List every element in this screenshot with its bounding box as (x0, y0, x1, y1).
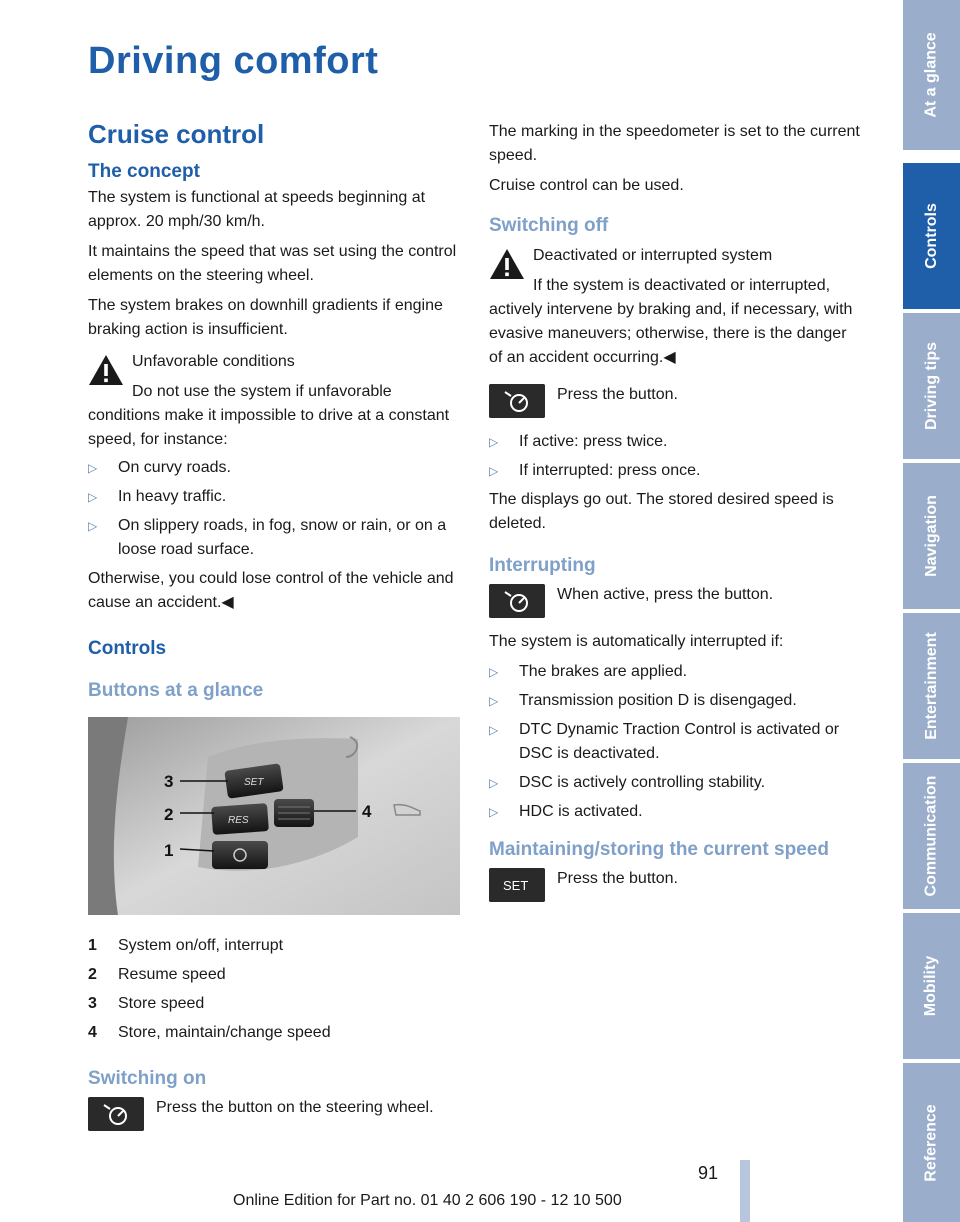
tab-mobility[interactable]: Mobility (903, 913, 960, 1059)
bullet-marker-icon: ▷ (88, 519, 98, 533)
paragraph: The system is automatically interrupted if: (489, 633, 784, 650)
paragraph: The system is functional at speeds beginning at approx. 20 mph/30 km/h. (88, 189, 426, 230)
photo-label-1: 1 (164, 841, 174, 860)
switch-on-text: Press the button on the steering wheel. (156, 1099, 434, 1116)
bullet-list (489, 430, 861, 483)
list-item: ▷ HDC is activated. (489, 800, 861, 824)
list-item: ▷ DTC Dynamic Traction Control is activated or DSC is deactivated. (489, 718, 861, 766)
tab-navigation[interactable]: Navigation (903, 463, 960, 609)
warning-block (88, 350, 460, 452)
svg-text:SET: SET (503, 878, 529, 893)
interrupt-text: When active, press the button. (557, 586, 774, 603)
tab-communication[interactable]: Communication (903, 763, 960, 909)
photo-label-2: 2 (164, 805, 174, 824)
list-item: ▷ The brakes are applied. (489, 660, 861, 684)
legend-item: 4 Store, maintain/change speed (88, 1024, 331, 1041)
switch-off-row (489, 384, 861, 422)
list-item: ▷ On slippery roads, in fog, snow or rain, or on a loose road surface. (88, 514, 460, 562)
warning-triangle-icon (88, 354, 124, 386)
list-item: ▷ If active: press twice. (489, 430, 861, 454)
legend-item: 1 System on/off, interrupt (88, 937, 284, 954)
bullet-marker-icon: ▷ (489, 464, 499, 478)
bullet-marker-icon: ▷ (489, 435, 499, 449)
bullet-marker-icon: ▷ (88, 490, 98, 504)
paragraph: It maintains the speed that was set using the control elements on the steering wheel. (88, 243, 457, 284)
bullet-marker-icon: ▷ (489, 694, 499, 708)
tab-entertainment[interactable]: Entertainment (903, 613, 960, 759)
bullet-marker-icon: ▷ (489, 776, 499, 790)
list-item: ▷ In heavy traffic. (88, 485, 460, 509)
heading-the-concept: The concept (88, 161, 200, 182)
cruise-control-button-icon (489, 584, 545, 618)
list-item: ▷ DSC is actively controlling stability. (489, 771, 861, 795)
paragraph: The marking in the speedometer is set to the current speed. (489, 123, 860, 164)
warning-title: Deactivated or interrupted system (533, 247, 773, 264)
photo-set-label: SET (244, 777, 264, 788)
tab-driving-tips[interactable]: Driving tips (903, 313, 960, 459)
list-item: ▷ On curvy roads. (88, 456, 460, 480)
steering-wheel-photo (88, 717, 460, 915)
paragraph: The displays go out. The stored desired speed is deleted. (489, 491, 834, 532)
page-number: 91 (698, 1163, 719, 1183)
heading-controls: Controls (88, 638, 167, 659)
bullet-marker-icon: ▷ (88, 461, 98, 475)
heading-switching-off: Switching off (489, 215, 609, 236)
photo-res-label: RES (228, 815, 249, 826)
warning-end: Otherwise, you could lose control of the vehicle and cause an accident.◀ (88, 570, 454, 611)
interrupt-row (489, 584, 861, 622)
switch-off-text: Press the button. (557, 386, 678, 403)
footer-edition: Online Edition for Part no. 01 40 2 606 190 - 12 10 500 (233, 1192, 622, 1209)
legend-item: 2 Resume speed (88, 966, 226, 983)
list-item: ▷ Transmission position D is disengaged. (489, 689, 861, 713)
list-item: ▷ If interrupted: press once. (489, 459, 861, 483)
warning-block (489, 244, 861, 370)
bullet-marker-icon: ▷ (489, 723, 499, 737)
page-number-bar (740, 1160, 750, 1222)
paragraph: The system brakes on downhill gradients if engine braking action is insufficient. (88, 297, 443, 338)
cruise-control-button-icon (88, 1097, 144, 1131)
legend-item: 3 Store speed (88, 995, 205, 1012)
right-column (489, 120, 861, 906)
bullet-marker-icon: ▷ (489, 665, 499, 679)
paragraph: Cruise control can be used. (489, 177, 684, 194)
tab-at-a-glance[interactable]: At a glance (903, 0, 960, 150)
page-title: Driving comfort (88, 40, 379, 82)
legend-list (88, 934, 460, 1045)
photo-label-3: 3 (164, 772, 174, 791)
warning-body: If the system is deactivated or interrupted, actively intervene by braking and, if necessary, with evasive maneuvers; otherwise, there is the danger of an accident occurring.◀ (489, 277, 853, 366)
heading-cruise-control: Cruise control (88, 119, 265, 149)
bullet-marker-icon: ▷ (489, 805, 499, 819)
tab-reference[interactable]: Reference (903, 1063, 960, 1222)
warning-title: Unfavorable conditions (132, 353, 295, 370)
cruise-control-button-icon (489, 384, 545, 418)
set-button-icon (489, 868, 545, 902)
heading-maintaining: Maintaining/storing the current speed (489, 839, 829, 860)
photo-label-4: 4 (362, 802, 372, 821)
bullet-list (88, 456, 460, 562)
tab-controls[interactable]: Controls (903, 163, 960, 309)
left-column (88, 118, 460, 1135)
bullet-list (489, 660, 861, 824)
heading-interrupting: Interrupting (489, 555, 596, 576)
set-text: Press the button. (557, 870, 678, 887)
set-row (489, 868, 861, 906)
warning-body: Do not use the system if unfavorable conditions make it impossible to drive at a constant speed, for instance: (88, 383, 450, 448)
heading-switching-on: Switching on (88, 1068, 207, 1089)
switch-on-row (88, 1097, 460, 1135)
warning-triangle-icon (489, 248, 525, 280)
heading-buttons-at-a-glance: Buttons at a glance (88, 680, 264, 701)
chapter-tabs (903, 0, 960, 1222)
